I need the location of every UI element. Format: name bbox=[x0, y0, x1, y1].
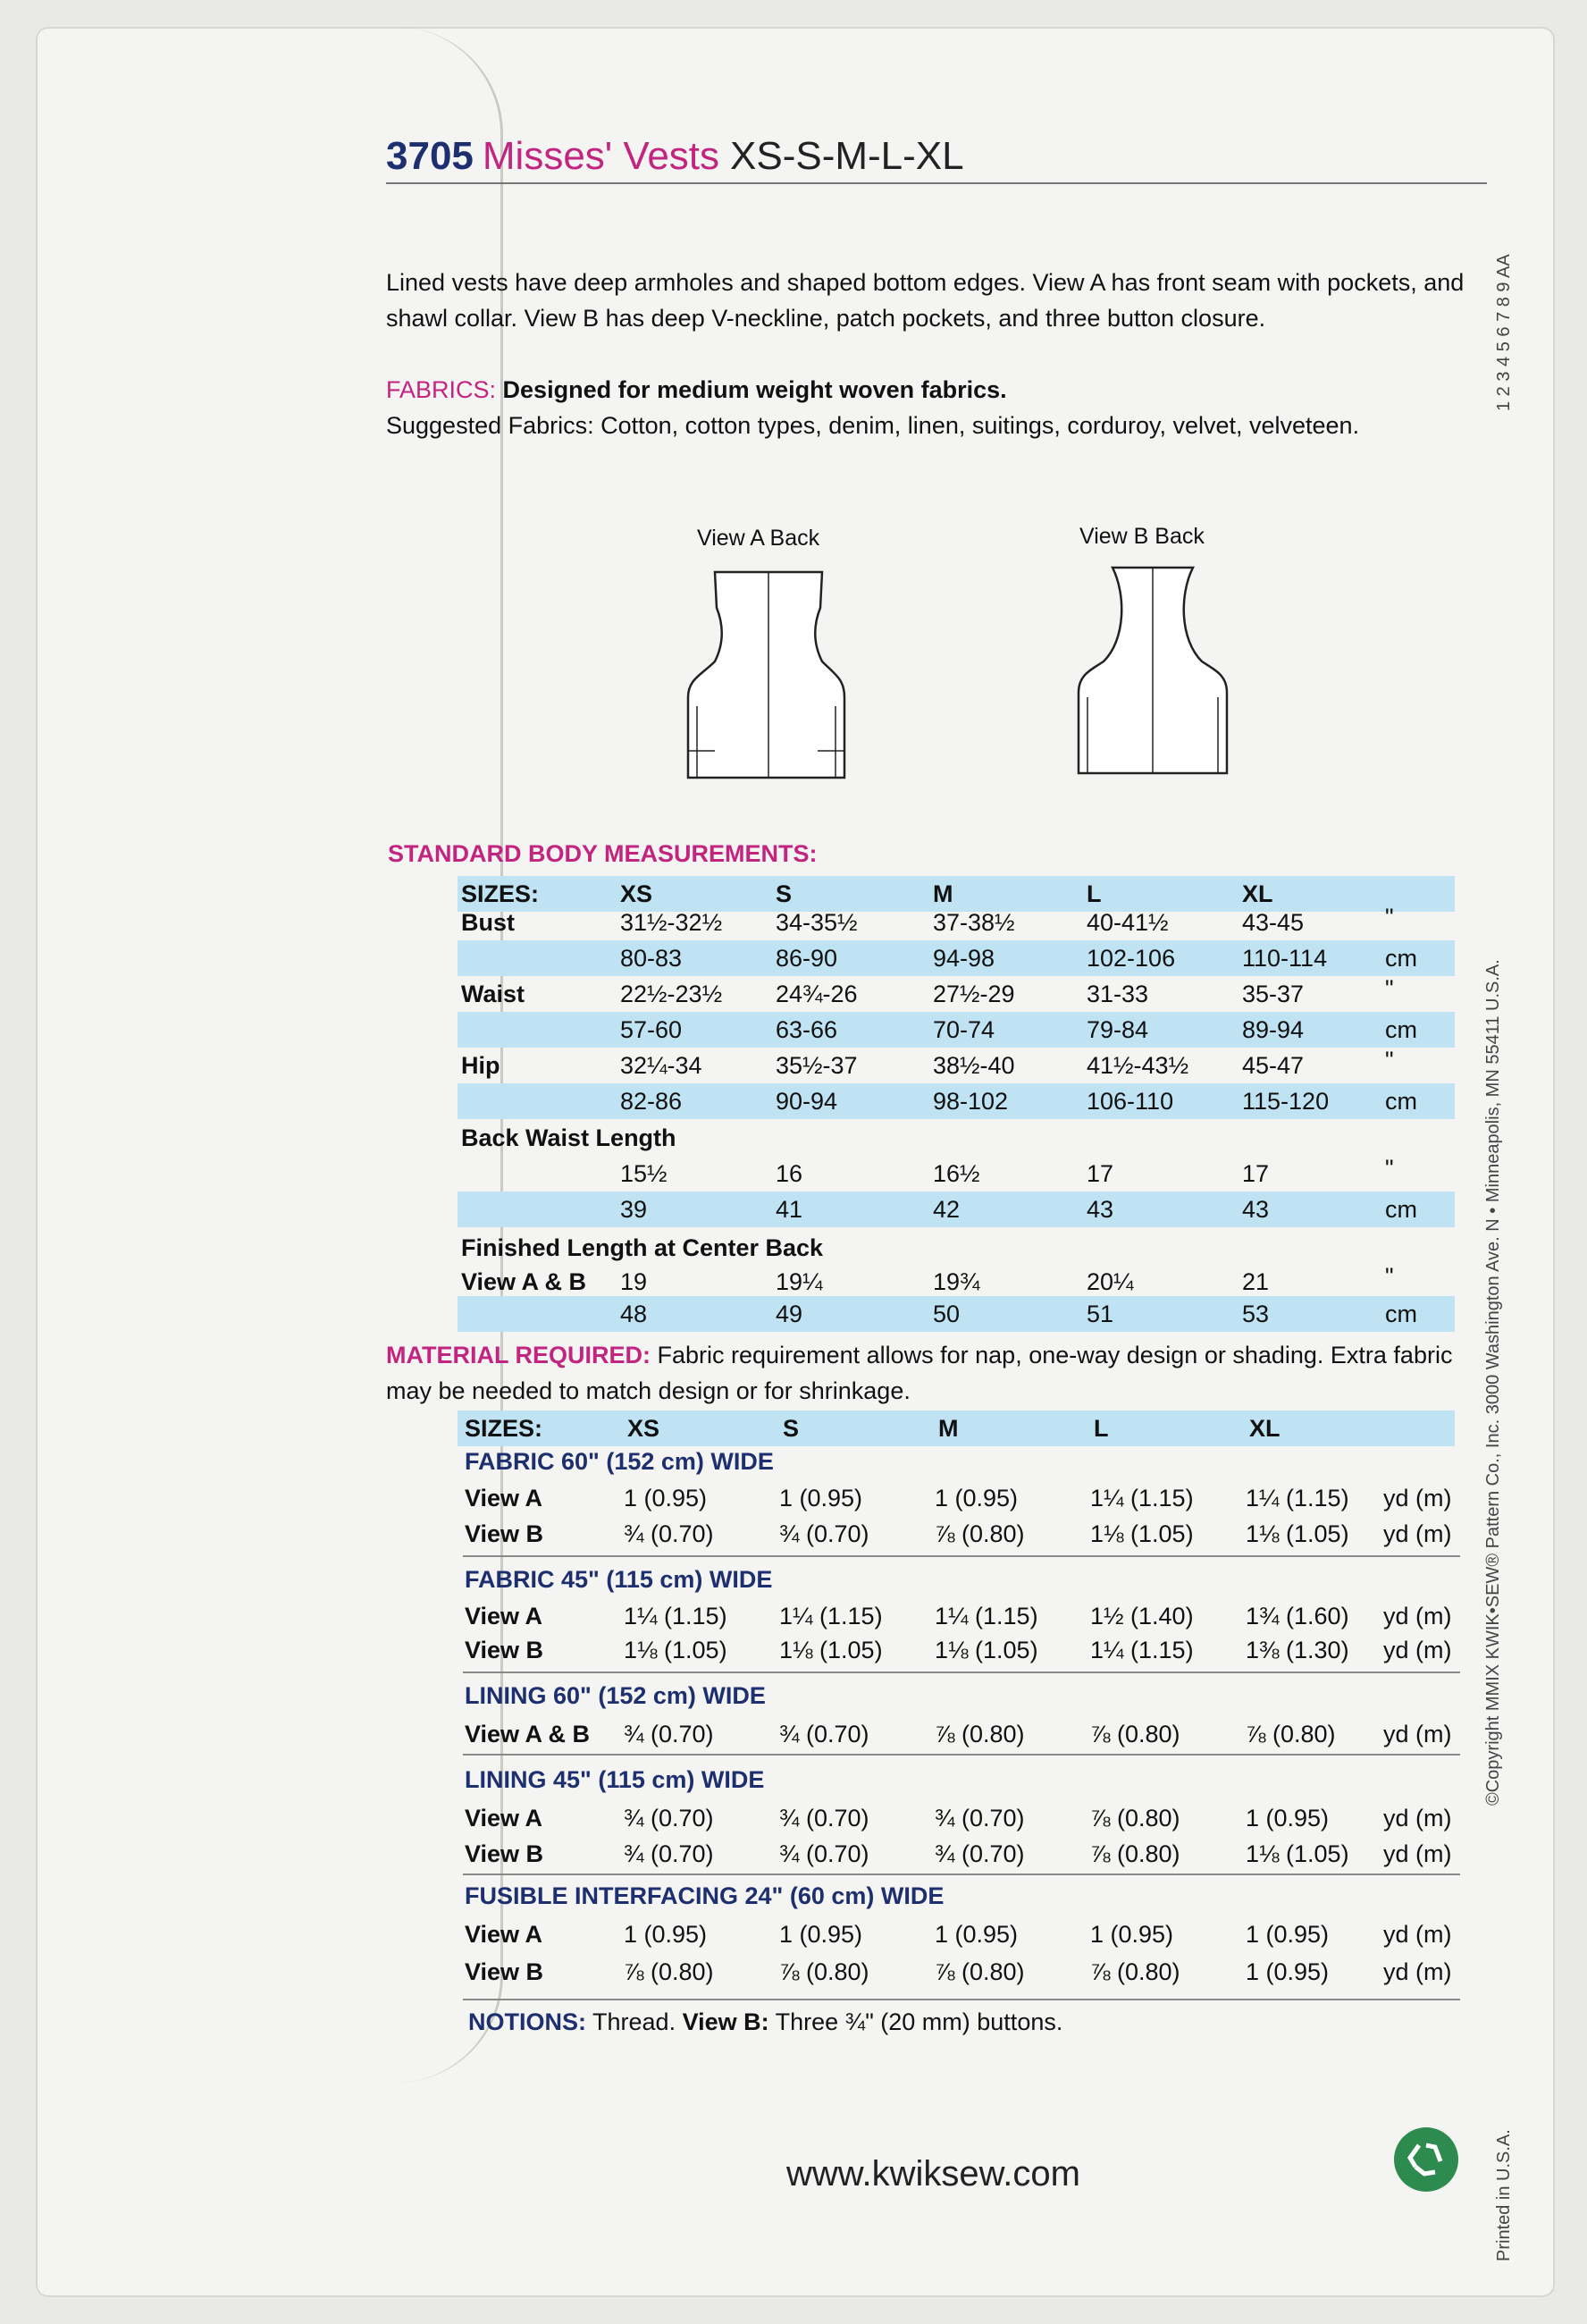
material-size-3: L bbox=[1094, 1415, 1109, 1442]
bwl-in-3: 17 bbox=[1087, 1160, 1114, 1187]
f60-b-0: ¾ (0.70) bbox=[624, 1520, 714, 1547]
hip-cm-4: 115-120 bbox=[1242, 1088, 1330, 1115]
bwl-in-4: 17 bbox=[1242, 1160, 1270, 1187]
fi-a-label: View A bbox=[465, 1921, 543, 1948]
f45-a-1: 1¼ (1.15) bbox=[779, 1603, 883, 1629]
waist-label: Waist bbox=[461, 981, 525, 1007]
view-a-back-illustration bbox=[679, 563, 858, 787]
fl-in-1: 19¼ bbox=[776, 1268, 823, 1295]
bwl-in-0: 15½ bbox=[620, 1160, 668, 1187]
fl-cm-0: 48 bbox=[620, 1301, 648, 1327]
waist-in-0: 22½-23½ bbox=[620, 981, 723, 1007]
waist-unit-in: " bbox=[1385, 975, 1394, 1002]
notions-view-b: View B: bbox=[682, 2008, 769, 2035]
f45-b-4: 1⅜ (1.30) bbox=[1246, 1637, 1349, 1663]
body-size-header-3: L bbox=[1087, 880, 1102, 907]
f45-b-unit: yd (m) bbox=[1383, 1637, 1452, 1663]
l60-ab-2: ⅞ (0.80) bbox=[935, 1721, 1025, 1747]
f60-b-label: View B bbox=[465, 1520, 544, 1547]
notions-label: NOTIONS: bbox=[468, 2008, 586, 2035]
l45-a-0: ¾ (0.70) bbox=[624, 1805, 714, 1831]
bust-unit-cm: cm bbox=[1385, 945, 1417, 972]
material-size-2: M bbox=[938, 1415, 959, 1442]
material-size-1: S bbox=[783, 1415, 800, 1442]
f60-a-3: 1¼ (1.15) bbox=[1090, 1485, 1194, 1511]
f45-b-3: 1¼ (1.15) bbox=[1090, 1637, 1194, 1663]
l45-b-unit: yd (m) bbox=[1383, 1840, 1452, 1867]
fi-b-4: 1 (0.95) bbox=[1246, 1958, 1330, 1985]
fi-b-0: ⅞ (0.80) bbox=[624, 1958, 714, 1985]
hip-in-0: 32¼-34 bbox=[620, 1052, 702, 1079]
view-a-caption: View A Back bbox=[697, 526, 820, 551]
fl-unit-cm: cm bbox=[1385, 1301, 1417, 1327]
bwl-unit-in: " bbox=[1385, 1155, 1394, 1182]
fabric-45-head: FABRIC 45" (115 cm) WIDE bbox=[465, 1566, 773, 1593]
material-size-0: XS bbox=[627, 1415, 660, 1442]
waist-cm-1: 63-66 bbox=[776, 1016, 838, 1043]
bust-in-2: 37-38½ bbox=[933, 909, 1015, 936]
hip-label: Hip bbox=[461, 1052, 500, 1079]
f60-a-2: 1 (0.95) bbox=[935, 1485, 1019, 1511]
material-required bbox=[386, 1337, 1458, 1409]
l45-a-1: ¾ (0.70) bbox=[779, 1805, 869, 1831]
fl-in-0: 19 bbox=[620, 1268, 648, 1295]
fl-in-4: 21 bbox=[1242, 1268, 1270, 1295]
pattern-sizes: XS-S-M-L-XL bbox=[730, 134, 964, 178]
fl-cm-3: 51 bbox=[1087, 1301, 1114, 1327]
bust-in-1: 34-35½ bbox=[776, 909, 858, 936]
notions-thread: Thread. bbox=[592, 2008, 676, 2035]
fl-cm-4: 53 bbox=[1242, 1301, 1270, 1327]
waist-cm-4: 89-94 bbox=[1242, 1016, 1305, 1043]
website: www.kwiksew.com bbox=[786, 2154, 1080, 2193]
fl-cm-2: 50 bbox=[933, 1301, 961, 1327]
body-sizes-label: SIZES: bbox=[461, 880, 540, 907]
f45-a-4: 1¾ (1.60) bbox=[1246, 1603, 1349, 1629]
material-label: MATERIAL REQUIRED: bbox=[386, 1342, 651, 1368]
l45-a-2: ¾ (0.70) bbox=[935, 1805, 1025, 1831]
l60-ab-3: ⅞ (0.80) bbox=[1090, 1721, 1180, 1747]
hip-in-1: 35½-37 bbox=[776, 1052, 858, 1079]
l45-b-2: ¾ (0.70) bbox=[935, 1840, 1025, 1867]
bust-in-0: 31½-32½ bbox=[620, 909, 723, 936]
waist-in-4: 35-37 bbox=[1242, 981, 1305, 1007]
l45-b-0: ¾ (0.70) bbox=[624, 1840, 714, 1867]
f45-b-label: View B bbox=[465, 1637, 544, 1663]
fi-a-4: 1 (0.95) bbox=[1246, 1921, 1330, 1948]
bust-unit-in: " bbox=[1385, 904, 1394, 930]
fi-a-3: 1 (0.95) bbox=[1090, 1921, 1174, 1948]
waist-cm-3: 79-84 bbox=[1087, 1016, 1149, 1043]
waist-unit-cm: cm bbox=[1385, 1016, 1417, 1043]
fi-a-0: 1 (0.95) bbox=[624, 1921, 708, 1948]
hip-cm-1: 90-94 bbox=[776, 1088, 838, 1115]
printed-in: Printed in U.S.A. bbox=[1494, 2129, 1514, 2261]
notions-rule bbox=[463, 1999, 1460, 2000]
fabrics-line bbox=[386, 372, 1494, 408]
l60-ab-4: ⅞ (0.80) bbox=[1246, 1721, 1336, 1747]
fi-b-3: ⅞ (0.80) bbox=[1090, 1958, 1180, 1985]
hip-in-3: 41½-43½ bbox=[1087, 1052, 1189, 1079]
bwl-cm-1: 41 bbox=[776, 1196, 803, 1223]
l60-ab-label: View A & B bbox=[465, 1721, 591, 1747]
f45-a-2: 1¼ (1.15) bbox=[935, 1603, 1038, 1629]
suggested-fabrics: Suggested Fabrics: Cotton, cotton types, denim, linen, suitings, corduroy, velvet, velveteen. bbox=[386, 412, 1360, 439]
f45-b-2: 1⅛ (1.05) bbox=[935, 1637, 1038, 1663]
f60-a-0: 1 (0.95) bbox=[624, 1485, 708, 1511]
print-digits: 1 2 3 4 5 6 7 8 9 AA bbox=[1494, 254, 1514, 411]
fi-b-unit: yd (m) bbox=[1383, 1958, 1452, 1985]
l45-b-4: 1⅛ (1.05) bbox=[1246, 1840, 1349, 1867]
waist-cm-0: 57-60 bbox=[620, 1016, 683, 1043]
f60-b-2: ⅞ (0.80) bbox=[935, 1520, 1025, 1547]
f60-a-label: View A bbox=[465, 1485, 543, 1511]
interfacing-head: FUSIBLE INTERFACING 24" (60 cm) WIDE bbox=[465, 1882, 945, 1909]
bust-cm-1: 86-90 bbox=[776, 945, 838, 972]
bwl-unit-cm: cm bbox=[1385, 1196, 1417, 1223]
lining-45-head: LINING 45" (115 cm) WIDE bbox=[465, 1766, 765, 1793]
bust-cm-2: 94-98 bbox=[933, 945, 995, 972]
bust-cm-0: 80-83 bbox=[620, 945, 683, 972]
notions bbox=[468, 2004, 1451, 2040]
f60-b-unit: yd (m) bbox=[1383, 1520, 1452, 1547]
fi-b-label: View B bbox=[465, 1958, 544, 1985]
bwl-in-1: 16 bbox=[776, 1160, 803, 1187]
bust-in-4: 43-45 bbox=[1242, 909, 1305, 936]
view-b-caption: View B Back bbox=[1079, 524, 1205, 549]
material-sizes-label: SIZES: bbox=[465, 1415, 543, 1442]
l45-a-unit: yd (m) bbox=[1383, 1805, 1452, 1831]
fi-a-unit: yd (m) bbox=[1383, 1921, 1452, 1948]
rule-l60 bbox=[463, 1754, 1460, 1756]
hip-cm-2: 98-102 bbox=[933, 1088, 1009, 1115]
l45-a-4: 1 (0.95) bbox=[1246, 1805, 1330, 1831]
f45-a-3: 1½ (1.40) bbox=[1090, 1603, 1194, 1629]
waist-cm-2: 70-74 bbox=[933, 1016, 995, 1043]
f45-b-0: 1⅛ (1.05) bbox=[624, 1637, 727, 1663]
bwl-cm-4: 43 bbox=[1242, 1196, 1270, 1223]
fl-in-2: 19¾ bbox=[933, 1268, 980, 1295]
l45-b-1: ¾ (0.70) bbox=[779, 1840, 869, 1867]
fl-in-3: 20¼ bbox=[1087, 1268, 1134, 1295]
f45-a-0: 1¼ (1.15) bbox=[624, 1603, 727, 1629]
l45-b-label: View B bbox=[465, 1840, 544, 1867]
bust-in-3: 40-41½ bbox=[1087, 909, 1169, 936]
fl-label: Finished Length at Center Back bbox=[461, 1234, 824, 1261]
fl-cm-1: 49 bbox=[776, 1301, 803, 1327]
fabrics-label: FABRICS: bbox=[386, 376, 497, 403]
f60-b-1: ¾ (0.70) bbox=[779, 1520, 869, 1547]
l60-ab-unit: yd (m) bbox=[1383, 1721, 1452, 1747]
bwl-cm-2: 42 bbox=[933, 1196, 961, 1223]
body-size-header-1: S bbox=[776, 880, 793, 907]
f60-a-1: 1 (0.95) bbox=[779, 1485, 863, 1511]
waist-in-2: 27½-29 bbox=[933, 981, 1015, 1007]
bust-cm-3: 102-106 bbox=[1087, 945, 1176, 972]
copyright-line: ©Copyright MMIX KWIK•SEW® Pattern Co., Inc. 3000 Washington Ave. N • Minneapolis, MN 55411 U.S.A. bbox=[1483, 959, 1503, 1806]
bust-cm-4: 110-114 bbox=[1242, 945, 1328, 972]
bwl-in-2: 16½ bbox=[933, 1160, 980, 1187]
pattern-number: 3705 bbox=[386, 134, 474, 178]
notions-buttons: Three ¾" (20 mm) buttons. bbox=[775, 2008, 1063, 2035]
bwl-cm-3: 43 bbox=[1087, 1196, 1114, 1223]
f45-a-unit: yd (m) bbox=[1383, 1603, 1452, 1629]
fi-b-2: ⅞ (0.80) bbox=[935, 1958, 1025, 1985]
l45-a-label: View A bbox=[465, 1805, 543, 1831]
l60-ab-0: ¾ (0.70) bbox=[624, 1721, 714, 1747]
l45-b-3: ⅞ (0.80) bbox=[1090, 1840, 1180, 1867]
hip-in-4: 45-47 bbox=[1242, 1052, 1305, 1079]
rule-l45 bbox=[463, 1874, 1460, 1875]
fi-b-1: ⅞ (0.80) bbox=[779, 1958, 869, 1985]
waist-in-3: 31-33 bbox=[1087, 981, 1149, 1007]
fi-a-2: 1 (0.95) bbox=[935, 1921, 1019, 1948]
pattern-title bbox=[386, 134, 1487, 184]
l45-a-3: ⅞ (0.80) bbox=[1090, 1805, 1180, 1831]
waist-in-1: 24¾-26 bbox=[776, 981, 858, 1007]
f60-b-3: 1⅛ (1.05) bbox=[1090, 1520, 1194, 1547]
bwl-label: Back Waist Length bbox=[461, 1124, 676, 1151]
f45-a-label: View A bbox=[465, 1603, 543, 1629]
fabrics-text: Designed for medium weight woven fabrics. bbox=[502, 376, 1007, 403]
hip-in-2: 38½-40 bbox=[933, 1052, 1015, 1079]
hip-cm-3: 106-110 bbox=[1087, 1088, 1174, 1115]
lining-60-head: LINING 60" (152 cm) WIDE bbox=[465, 1682, 766, 1709]
fi-a-1: 1 (0.95) bbox=[779, 1921, 863, 1948]
recycle-icon bbox=[1394, 2127, 1458, 2192]
hip-cm-0: 82-86 bbox=[620, 1088, 683, 1115]
bwl-cm-0: 39 bbox=[620, 1196, 648, 1223]
description: Lined vests have deep armholes and shaped bottom edges. View A has front seam with pockets, and shawl collar. View B has deep V-neckline, patch pockets, and three button closure. bbox=[386, 269, 1465, 332]
fl-unit-in: " bbox=[1385, 1263, 1394, 1290]
hip-unit-in: " bbox=[1385, 1047, 1394, 1074]
body-size-header-2: M bbox=[933, 880, 953, 907]
f45-b-1: 1⅛ (1.05) bbox=[779, 1637, 883, 1663]
view-b-back-illustration bbox=[1068, 559, 1238, 782]
f60-a-unit: yd (m) bbox=[1383, 1485, 1452, 1511]
l60-ab-1: ¾ (0.70) bbox=[779, 1721, 869, 1747]
hip-unit-cm: cm bbox=[1385, 1088, 1417, 1115]
bust-label: Bust bbox=[461, 909, 515, 936]
rule-f45 bbox=[463, 1671, 1460, 1673]
material-size-4: XL bbox=[1249, 1415, 1281, 1442]
body-measurements-title: STANDARD BODY MEASUREMENTS: bbox=[388, 840, 818, 867]
pattern-name: Misses' Vests bbox=[482, 134, 720, 178]
body-size-header-0: XS bbox=[620, 880, 653, 907]
fabric-60-head: FABRIC 60" (152 cm) WIDE bbox=[465, 1448, 774, 1475]
material-text: Fabric requirement allows for nap, one-way design or shading. Extra fabric may be needed to match design or for shrinkage. bbox=[386, 1342, 1453, 1404]
f60-a-4: 1¼ (1.15) bbox=[1246, 1485, 1349, 1511]
rule-f60 bbox=[463, 1555, 1460, 1557]
fl-view: View A & B bbox=[461, 1268, 587, 1295]
f60-b-4: 1⅛ (1.05) bbox=[1246, 1520, 1349, 1547]
body-size-header-4: XL bbox=[1242, 880, 1273, 907]
